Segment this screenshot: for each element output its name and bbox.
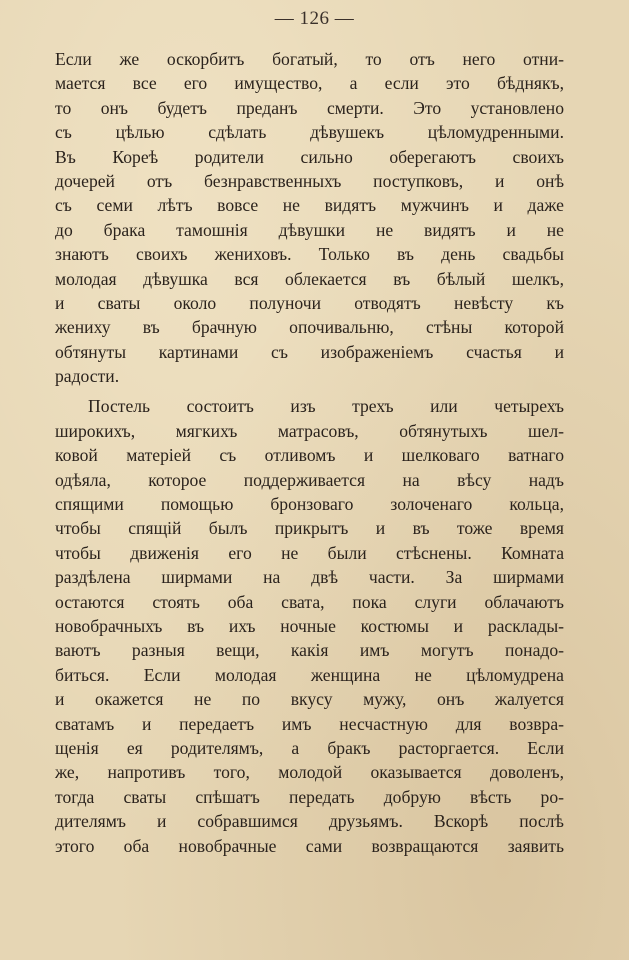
text-line: тогда сваты спѣшатъ передать добрую вѣсть ро- [55, 786, 564, 807]
text-line: знаютъ своихъ жениховъ. Только въ день свадьбы [55, 244, 564, 265]
text-line: и окажется не по вкусу мужу, онъ жалуется [55, 689, 564, 710]
text-line: дителямъ и собравшимся друзьямъ. Вскорѣ послѣ [55, 811, 564, 832]
text-line: биться. Если молодая женщина не цѣломудрена [55, 664, 564, 685]
text-line: сватамъ и передаетъ имъ несчастную для возвра- [55, 713, 564, 734]
text-line: одѣяла, которое поддерживается на вѣсу надъ [55, 469, 564, 490]
body-text [55, 47, 564, 858]
text-line: дочерей отъ безнравственныхъ поступковъ, и онѣ [55, 170, 564, 191]
text-line: съ цѣлью сдѣлать дѣвушекъ цѣломудренными. [55, 122, 564, 143]
paragraph-1 [55, 47, 564, 388]
text-line: чтобы движенія его не были стѣснены. Комната [55, 542, 564, 563]
text-line: этого оба новобрачные сами возвращаются заявить [55, 835, 564, 856]
text-line: до брака тамошнія дѣвушки не видятъ и не [55, 219, 564, 240]
text-line: щенія ея родителямъ, а бракъ расторгается. Если [55, 737, 564, 758]
text-line: обтянуты картинами съ изображеніемъ счастья и [55, 341, 564, 362]
text-line: спящими помощью бронзоваго золоченаго кольца, [55, 494, 564, 515]
text-line: ваютъ разныя вещи, какія имъ могутъ понадо- [55, 640, 564, 661]
text-line: Въ Кореѣ родители сильно оберегаютъ своихъ [55, 146, 564, 167]
text-line: Если же оскорбитъ богатый, то отъ него отни- [55, 49, 564, 69]
text-line: молодая дѣвушка вся облекается въ бѣлый шелкъ, [55, 268, 564, 289]
text-line: ковой матеріей съ отливомъ и шелковаго ватнаго [55, 445, 564, 466]
text-line: новобрачныхъ въ ихъ ночные костюмы и расклады- [55, 615, 564, 636]
text-line: же, напротивъ того, молодой оказывается доволенъ, [55, 762, 564, 783]
page-number: — 126 — [274, 8, 355, 29]
text-line: раздѣлена ширмами на двѣ части. За ширмами [55, 567, 564, 588]
text-line: и сваты около полуночи отводятъ невѣсту къ [55, 292, 564, 313]
text-line: Постель состоитъ изъ трехъ или четырехъ [88, 396, 564, 417]
paragraph-2 [55, 394, 564, 857]
text-line: мается все его имущество, а если это бѣднякъ, [55, 73, 564, 94]
text-line: съ семи лѣтъ вовсе не видятъ мужчинъ и даже [55, 195, 564, 216]
text-line: радости. [55, 366, 120, 387]
text-line: жениху въ брачную опочивальню, стѣны которой [55, 317, 564, 338]
text-line: широкихъ, мягкихъ матрасовъ, обтянутыхъ шел- [55, 420, 564, 441]
text-line: чтобы спящій былъ прикрытъ и въ тоже время [55, 518, 564, 539]
text-line: остаются стоять оба свата, пока слуги облачаютъ [55, 591, 564, 612]
text-line: то онъ будетъ преданъ смерти. Это установлено [55, 97, 564, 118]
